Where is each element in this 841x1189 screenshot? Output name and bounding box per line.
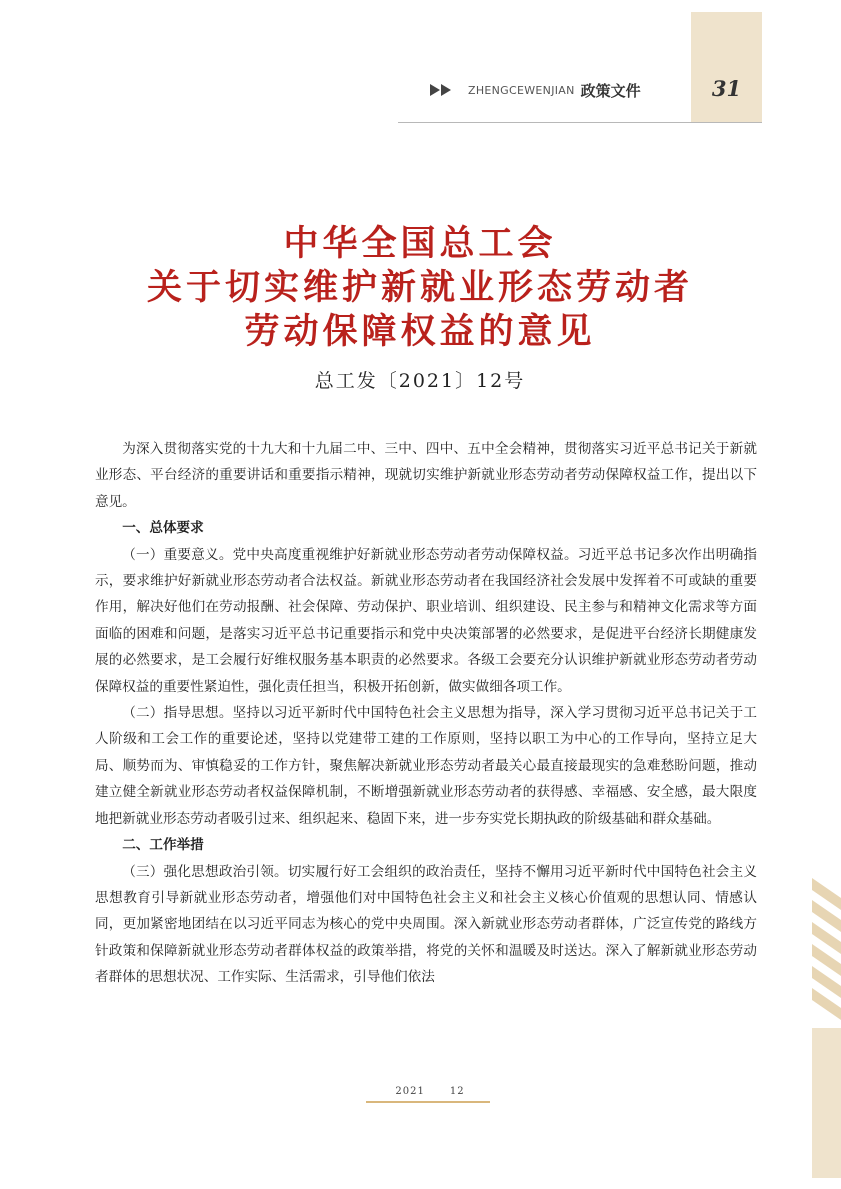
- header-rule: [398, 122, 762, 123]
- paragraph: （一）重要意义。党中央高度重视维护好新就业形态劳动者劳动保障权益。习近平总书记多次作出明确指示，要求维护好新就业形态劳动者合法权益。新就业形态劳动者在我国经济社会发展中发挥着不可或缺的重要作用，解决好他们在劳动报酬、社会保障、劳动保护、职业培训、组织建设、民主参与和精神文化需求等方面面临的困难和问题，是落实习近平总书记重要指示和党中央决策部署的必然要求，是促进平台经济长期健康发展的必然要求，是工会履行好维权服务基本职责的必然要求。各级工会要充分认识维护新就业形态劳动者劳动保障权益的重要性紧迫性，强化责任担当，积极开拓创新，做实做细各项工作。: [95, 546, 757, 695]
- title-line: 中华全国总工会: [283, 224, 557, 264]
- footer-issue-number: 12: [449, 1086, 465, 1097]
- document-number: 总工发〔2021〕12号: [314, 370, 526, 392]
- body-text: [95, 436, 757, 991]
- double-arrow-icon: [430, 83, 456, 97]
- intro-paragraph: 为深入贯彻落实党的十九大和十九届二中、三中、四中、五中全会精神，贯彻落实习近平总书记关于新就业形态、平台经济的重要讲话和重要指示精神，现就切实维护新就业形态劳动者劳动保障权益工作，提出以下意见。: [95, 441, 757, 510]
- section-label-en: ZHENGCEWENJIAN: [468, 83, 575, 97]
- title-line: 关于切实维护新就业形态劳动者: [146, 268, 693, 308]
- section-label-cn: 政策文件: [580, 81, 641, 100]
- document-title: [60, 222, 780, 354]
- footer-year: 2021: [395, 1086, 425, 1097]
- decorative-stripes: [812, 878, 841, 1178]
- footer-issue: [380, 1086, 480, 1097]
- paragraph: （三）强化思想政治引领。切实履行好工会组织的政治责任，坚持不懈用习近平新时代中国特色社会主义思想教育引导新就业形态劳动者，增强他们对中国特色社会主义和社会主义核心价值观的思想认同、情感认同，更加紧密地团结在以习近平同志为核心的党中央周围。深入新就业形态劳动者群体，广泛宣传党的路线方针政策和保障新就业形态劳动者群体权益的政策举措，将党的关怀和温暖及时送达。深入了解新就业形态劳动者群体的思想状况、工作实际、生活需求，引导他们依法: [95, 863, 757, 986]
- page-number: 31: [711, 76, 742, 101]
- title-line: 劳动保障权益的意见: [244, 312, 596, 352]
- paragraph: （二）指导思想。坚持以习近平新时代中国特色社会主义思想为指导，深入学习贯彻习近平总书记关于工人阶级和工会工作的重要论述，坚持以党建带工建的工作原则，坚持以职工为中心的工作导向，坚持立足大局、顺势而为、审慎稳妥的工作方针，聚焦解决新就业形态劳动者最关心最直接最现实的急难愁盼问题，推动建立健全新就业形态劳动者权益保障机制，不断增强新就业形态劳动者的获得感、幸福感、安全感，最大限度地把新就业形态劳动者吸引过来、组织起来、稳固下来，进一步夯实党长期执政的阶级基础和群众基础。: [95, 705, 757, 827]
- section-heading: 二、工作举措: [122, 837, 204, 854]
- footer-rule: [366, 1101, 490, 1103]
- section-heading: 一、总体要求: [122, 520, 204, 537]
- page-tab: [691, 12, 762, 122]
- running-header: [430, 78, 641, 102]
